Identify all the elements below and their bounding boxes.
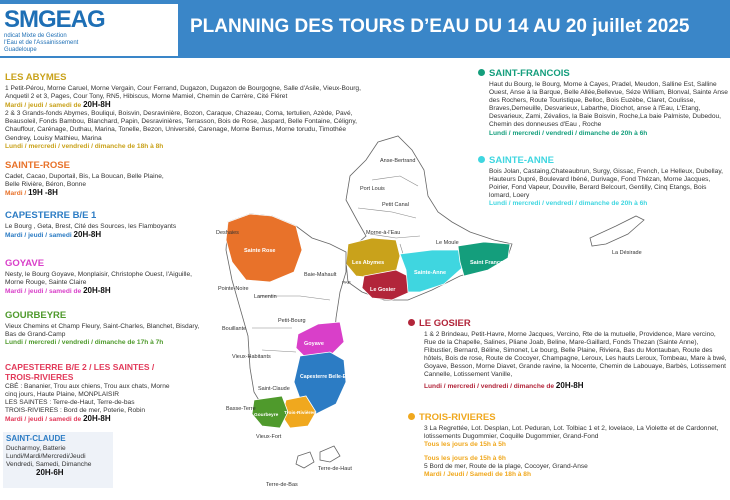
gosier-schedule [408, 382, 728, 391]
map-label: Les Abymes [352, 260, 385, 266]
capesterre-be2-sectors-cbe: CBÉ : Bananier, Trou aux chiens, Trou aux chats, Morne cinq jours, Haute Plaine, MONPLAISIR [5, 383, 170, 399]
schedule-hours: 20H-8H [555, 380, 584, 390]
map-label: Port Louis [360, 186, 385, 192]
abymes-group-1: 1 Petit-Pérou, Morne Caruel, Morne Vergain, Cour Ferrand, Dugazon, Dugazon de Bourgogne, Salle d'Asile, Vieux-Bourg, Anquetil 2 et 3, Pages, Cour Tony, RN5, Hibiscus, Morne Mamiel, Chemin de Carrère, Cité Fléret [5, 85, 361, 101]
schedule-label: Mardi / jeudi / samedi de [5, 416, 82, 424]
map-label: Pointe-Noire [218, 286, 249, 292]
desirade-island [590, 216, 644, 246]
goyave-schedule [5, 287, 205, 296]
map-label: Goyave [304, 341, 324, 347]
saint-francois-heading [478, 68, 728, 80]
abymes-schedule-2: Lundi / mercredi / vendredi / dimanche de 18h à 8h [5, 142, 164, 150]
bullet-icon [408, 413, 415, 420]
saint-claude-days: Lundi/Mardi/Mercredi/Jeudi [6, 453, 86, 461]
saint-claude-title: SAINT-CLAUDE [6, 434, 66, 443]
goyave-title: GOYAVE [5, 258, 45, 269]
logo-subtitle-line: l'Eau et de l'Assainissement [4, 40, 79, 46]
terre-de-haut-island [320, 446, 340, 462]
map-label: Lamentin [254, 294, 277, 300]
gourbeyre-block [5, 310, 205, 347]
map-label: Basse-Terre [226, 406, 256, 412]
capesterre-be2-sectors-saintes: LES SAINTES : Terre-de-Haut, Terre-de-bas [5, 399, 135, 407]
trois-rivieres-sectors-3: 3 La Regrettée, Lot. Desplan, Lot. Peduran, Lot. Tolbiac 1 et 2, lovelace, La Violette et de Cardonnet, lotissements Dugommier, Coquille Dugommier, Grand-Fond [424, 425, 719, 441]
capesterre-be1-block [5, 210, 177, 240]
sainte-rose-sectors: Cadet, Cacao, Duportail, Bis, La Boucan, Belle Plaine, Belle Rivière, Béron, Bonne [5, 173, 164, 189]
abymes-title: LES ABYMES [5, 72, 67, 83]
goyave-block [5, 258, 205, 296]
gourbeyre-schedule: Lundi / mercredi / vendredi / dimanche de 17h à 7h [5, 339, 164, 347]
saint-claude-days: Vendredi, Samedi, Dimanche [6, 461, 92, 469]
capesterre-be1-schedule [5, 231, 177, 240]
gosier-sectors: 1 & 2 Brindeau, Petit-Havre, Morne Jacques, Vercino, Rte de la mutuelle, Providence, Mare vercino, Rue de la Chapelle, Salines, Pliane Joab, Beline, Mare-Gaillard, Fonds Thezan (Sainte Anne), Flibustier, Bernard, Béline, Simonet, Le bourg, Belle Plaine, Riviera, Bas du Montauban, Route des hôtels, Bois de rose, Route de Cocoyer, Champagne, Leroux, Les hauts Leroux, Tombeau, Mare à bwé, Goyave, Besson, Morne Diavet, Grande ravine, la Nocente, Chemin de Labouaye, Barbès, Lotissement Cannelle, Lotissement Vanille, [424, 331, 727, 379]
terre-de-bas-island [296, 452, 314, 468]
trois-rivieres-sectors-5: 5 Bord de mer, Route de la plage, Cocoyer, Grand-Anse [424, 463, 588, 471]
saint-claude-sectors: Ducharmoy, Batterie [6, 445, 66, 452]
map-label: Bouillante [222, 326, 247, 332]
map-label: Baie-Mahault [304, 272, 337, 278]
map-label: Saint François [470, 260, 508, 266]
sainte-anne-sectors: Bois Jolan, Castaing,Chateaubrun, Surgy, Gissac, French, Le Helleux, Dubellay, Hauteurs Dupré, Boulevard Ibéné, Durivage, Fond Thézan, Morne Jacques, Poirier, Fond Vapeur, Douville, Berard Belcourt, Gentilly, Cinq Etangs, Bois lomard, Loery [489, 168, 723, 200]
sainte-anne-block [478, 155, 728, 208]
map-label: Sainte Rose [244, 248, 276, 254]
schedule-label: Mardi / [5, 190, 27, 198]
logo [0, 4, 178, 56]
schedule-hours: 20H-8H [83, 100, 111, 110]
gourbeyre-title: GOURBEYRE [5, 310, 67, 321]
abymes-schedule-1 [5, 101, 367, 110]
saint-francois-schedule: Lundi / mercredi / vendredi / dimanche de 20h à 6h [489, 129, 648, 137]
trois-rivieres-schedule: Mardi / Jeudi / Samedi de 18h à 8h [424, 471, 532, 479]
saint-francois-area [458, 242, 510, 276]
capesterre-be2-sectors-trois-rivieres: TROIS-RIVIERES : Bord de mer, Poterie, Robin [5, 407, 145, 415]
gosier-heading [408, 318, 728, 330]
schedule-hours: 19H -8H [28, 188, 58, 198]
schedule-label: Lundi / mercredi / vendredi / dimanche de [424, 382, 555, 390]
map-label: La Désirade [612, 250, 642, 256]
bullet-icon [408, 319, 415, 326]
sainte-rose-block [5, 160, 177, 198]
map-label: Anse-Bertrand [380, 158, 416, 164]
map-label: Petit Canal [382, 202, 409, 208]
map-label: PAP [342, 280, 351, 285]
logo-subtitle [4, 33, 176, 54]
map-label: Gourbeyre [254, 413, 279, 418]
trois-rivieres-block [408, 412, 728, 480]
trois-rivieres-title: TROIS-RIVIERES [419, 412, 496, 423]
capesterre-be2-title: CAPESTERRE B/E 2 / LES SAINTES / TROIS-RIVIERES [5, 362, 155, 382]
gourbeyre-sectors: Vieux Chemins et Champ Fleury, Saint-Charles, Blanchet, Bisdary, Bas de Grand-Camp [5, 323, 200, 339]
trois-rivieres-time-1: Tous les jours de 15h à 5h [424, 441, 506, 449]
logo-text: SMGEAG [4, 6, 105, 33]
map-label: Saint-Claude [258, 386, 290, 392]
bullet-icon [478, 156, 485, 163]
capesterre-be1-title: CAPESTERRE B/E 1 [5, 210, 97, 221]
schedule-label: Mardi / jeudi / samedi [5, 232, 72, 240]
sainte-rose-title: SAINTE-ROSE [5, 160, 70, 171]
map-label: Morne-à-l'Eau [366, 230, 401, 236]
trois-rivieres-time-2: Tous les jours de 15h à 6h [424, 455, 506, 463]
map-label: Vieux-Habitants [232, 354, 271, 360]
abymes-group-2: 2 & 3 Grands-fonds Abymes, Bouliqui, Boisvin, Desravinière, Bozon, Caraque, Chazeau, Coma, tertulien, Azède, Pavé, Beausoleil, Fonds Bambou, Blanchard, Papin, Desravinières, Terrasson, Bois de Rose, Jaspard, Belle Fontaine, Céligny, Chauffour, Carénage, Duthau, Marina, Tonelle, Bezon, Université, Carenage, Morne Bernus, Morne torudu, Timothée Gendrey, Louisy Mathieu, Marina [5, 110, 357, 142]
schedule-hours: 20H-8H [83, 414, 111, 424]
schedule-hours: 20H-8H [73, 230, 102, 240]
map-label: Trois-Rivières [284, 411, 316, 416]
map-label: Terre-de-Haut [318, 466, 352, 472]
saint-francois-title: SAINT-FRANCOIS [489, 68, 570, 79]
schedule-label: Mardi / jeudi / samedi de [5, 102, 82, 110]
saint-claude-block [3, 432, 113, 488]
bullet-icon [478, 69, 485, 76]
logo-subtitle-line: Guadeloupe [4, 47, 37, 53]
sainte-rose-schedule [5, 189, 177, 198]
saint-francois-sectors: Haut du Bourg, le Bourg, Morne à Cayes, Pradel, Meudon, Salline Est, Salline Ouest, Anse à la Barque, Belle Allée,Bellevue, Séze William, Blonval, Sainte Anse des Rochers, Route Touristique, Belloc, Bois Euzèbe, Claret, Coulisse, Braves,Demeuille, Desvarieux, Labarthe, Diochot, anse à l'Eau, L'Etang, Desvarieux, Zami, Zévalios, la Baie Boisvin, Roche,La baie Palmiste, Dubedou, Chemin des donneuses d'Eau , Roche [489, 81, 728, 129]
header-banner [0, 0, 730, 58]
map-label: Deshaies [216, 230, 239, 236]
gourbeyre-area [252, 396, 288, 428]
capesterre-be2-block [5, 362, 177, 424]
map-label: Petit-Bourg [278, 318, 306, 324]
page-title: PLANNING DES TOURS D’EAU DU 14 AU 20 juillet 2025 [190, 16, 690, 37]
gosier-block [408, 318, 728, 391]
map-label: Sainte-Anne [414, 270, 447, 276]
capesterre-be2-schedule [5, 415, 177, 424]
capesterre-be1-sectors: Le Bourg , Geta, Brest, Cité des Sources, les Flamboyants [5, 223, 177, 230]
map-label: Terre-de-Bas [266, 482, 298, 488]
sainte-anne-heading [478, 155, 728, 167]
map-label: Le Moule [436, 240, 459, 246]
sainte-anne-schedule: Lundi / mercredi / vendredi / dimanche de 20h à 6h [489, 200, 648, 208]
saint-claude-hours: 20H-6H [36, 468, 64, 478]
saint-francois-block [478, 68, 728, 138]
map-label: Le Gosier [370, 287, 396, 293]
goyave-sectors: Nesty, le Bourg Goyave, Monplaisir, Christophe Ouest, l'Aiguille, Morne Rouge, Sainte Claire [5, 271, 192, 287]
trois-rivieres-heading [408, 412, 728, 424]
schedule-hours: 20H-8H [83, 286, 111, 296]
sainte-anne-title: SAINTE-ANNE [489, 155, 554, 166]
map-label: Capesterre Belle-Eau [300, 374, 353, 380]
gosier-title: LE GOSIER [419, 318, 471, 329]
map-label: Vieux-Fort [256, 434, 282, 440]
schedule-label: Mardi / jeudi / samedi de [5, 288, 82, 296]
logo-subtitle-line: ndicat Mixte de Gestion [4, 33, 67, 39]
abymes-block [5, 72, 367, 151]
